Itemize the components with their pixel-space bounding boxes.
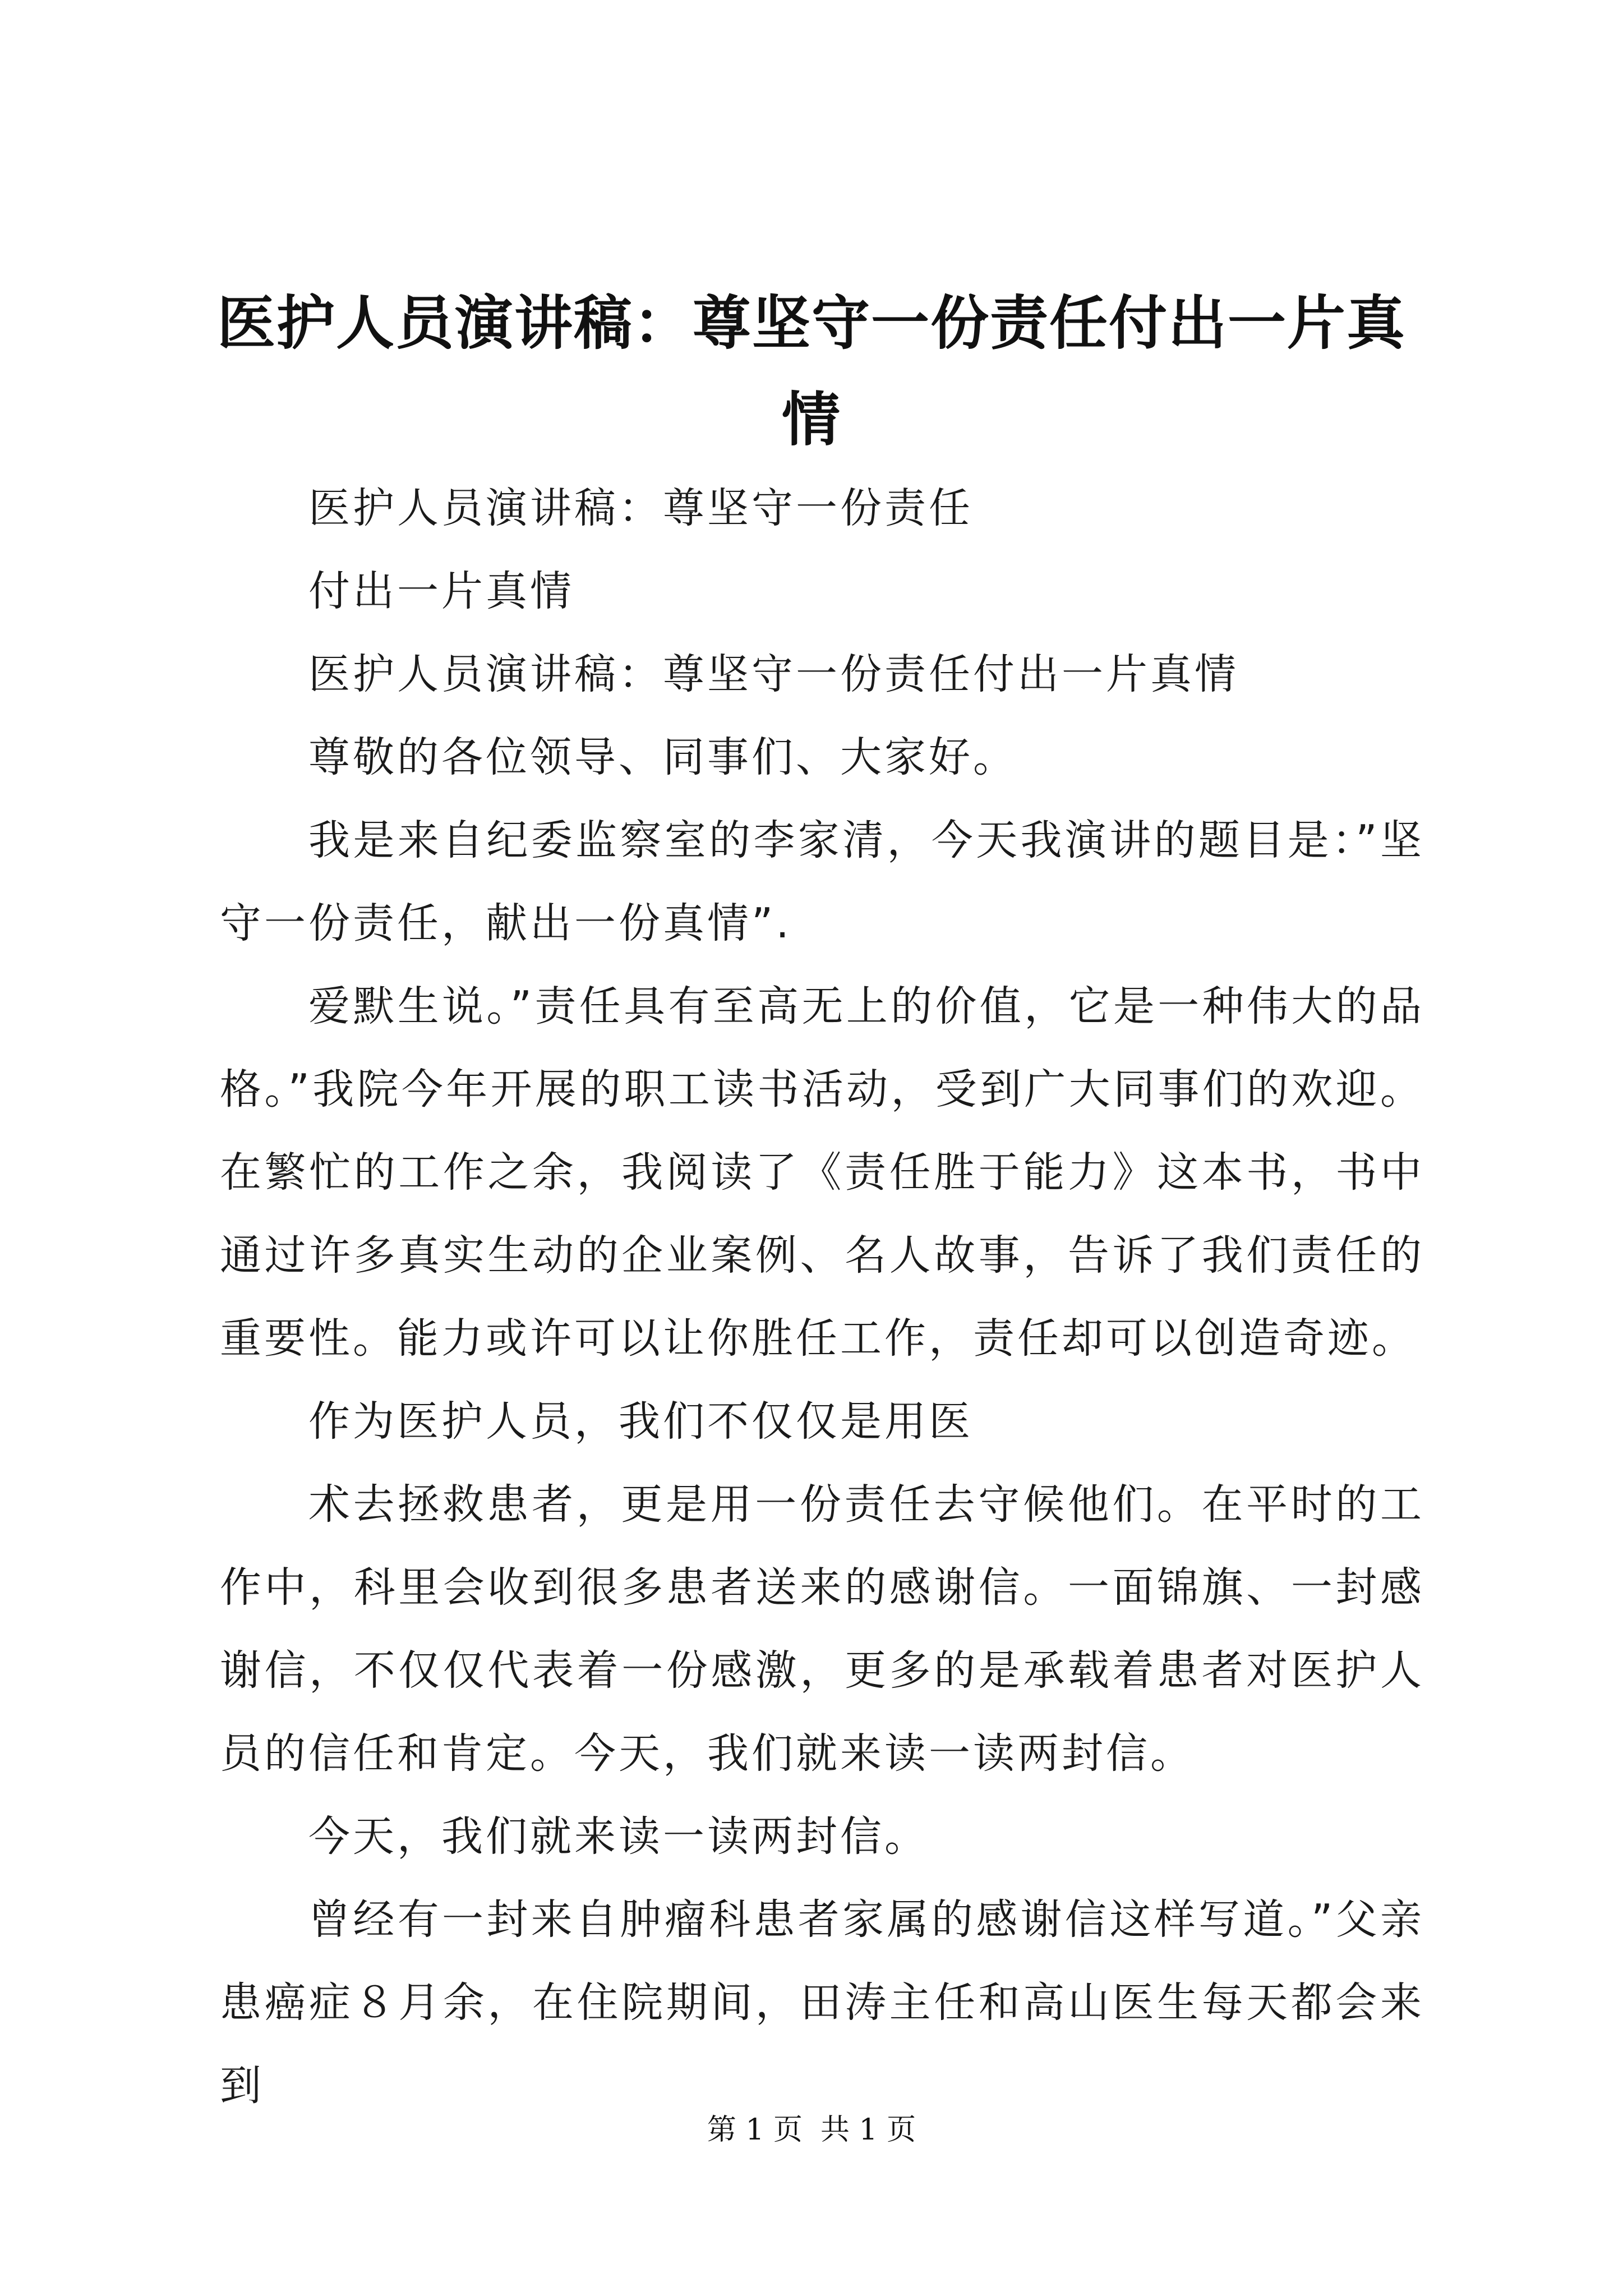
- paragraph: 付出一片真情: [308, 567, 574, 615]
- paragraph: 术去拯救患者，更是用一份责任去守候他们。在平时的工作中，科里会收到很多患者送来的感谢信。一面锦旗、一封感谢信，不仅仅代表着一份感激，更多的是承载着患者对医护人员的信任和肯定。今天，我们就来读一读两封信。: [220, 1480, 1424, 1778]
- document-title: 医护人员演讲稿：尊坚守一份责任付出一片真情: [216, 288, 1406, 454]
- paragraph: 曾经有一封来自肿瘤科患者家属的感谢信这样写道。”父亲患癌症８月余，在住院期间，田涛主任和高山医生每天都会来到: [220, 1895, 1424, 2110]
- paragraph: 作为医护人员，我们不仅仅是用医: [308, 1397, 973, 1446]
- paragraph: 尊敬的各位领导、同事们、大家好。: [308, 733, 1017, 781]
- paragraph: 今天，我们就来读一读两封信。: [308, 1812, 929, 1861]
- page-footer: [0, 2110, 1623, 2150]
- paragraph: 医护人员演讲稿：尊坚守一份责任: [308, 484, 973, 532]
- paragraph: 我是来自纪委监察室的李家清，今天我演讲的题目是：”坚守一份责任，献出一份真情”.: [220, 816, 1424, 947]
- paragraph: 爱默生说。”责任具有至高无上的价值，它是一种伟大的品格。”我院今年开展的职工读书活动，受到广大同事们的欢迎。在繁忙的工作之余，我阅读了《责任胜于能力》这本书，书中通过许多真实生动的企业案例、名人故事，告诉了我们责任的重要性。能力或许可以让你胜任工作，责任却可以创造奇迹。: [220, 982, 1424, 1363]
- document-body: [220, 467, 1424, 2127]
- paragraph: 医护人员演讲稿：尊坚守一份责任付出一片真情: [308, 650, 1239, 698]
- page-number: 第 1 页: [707, 2113, 803, 2147]
- page-total: 共 1 页: [820, 2113, 916, 2147]
